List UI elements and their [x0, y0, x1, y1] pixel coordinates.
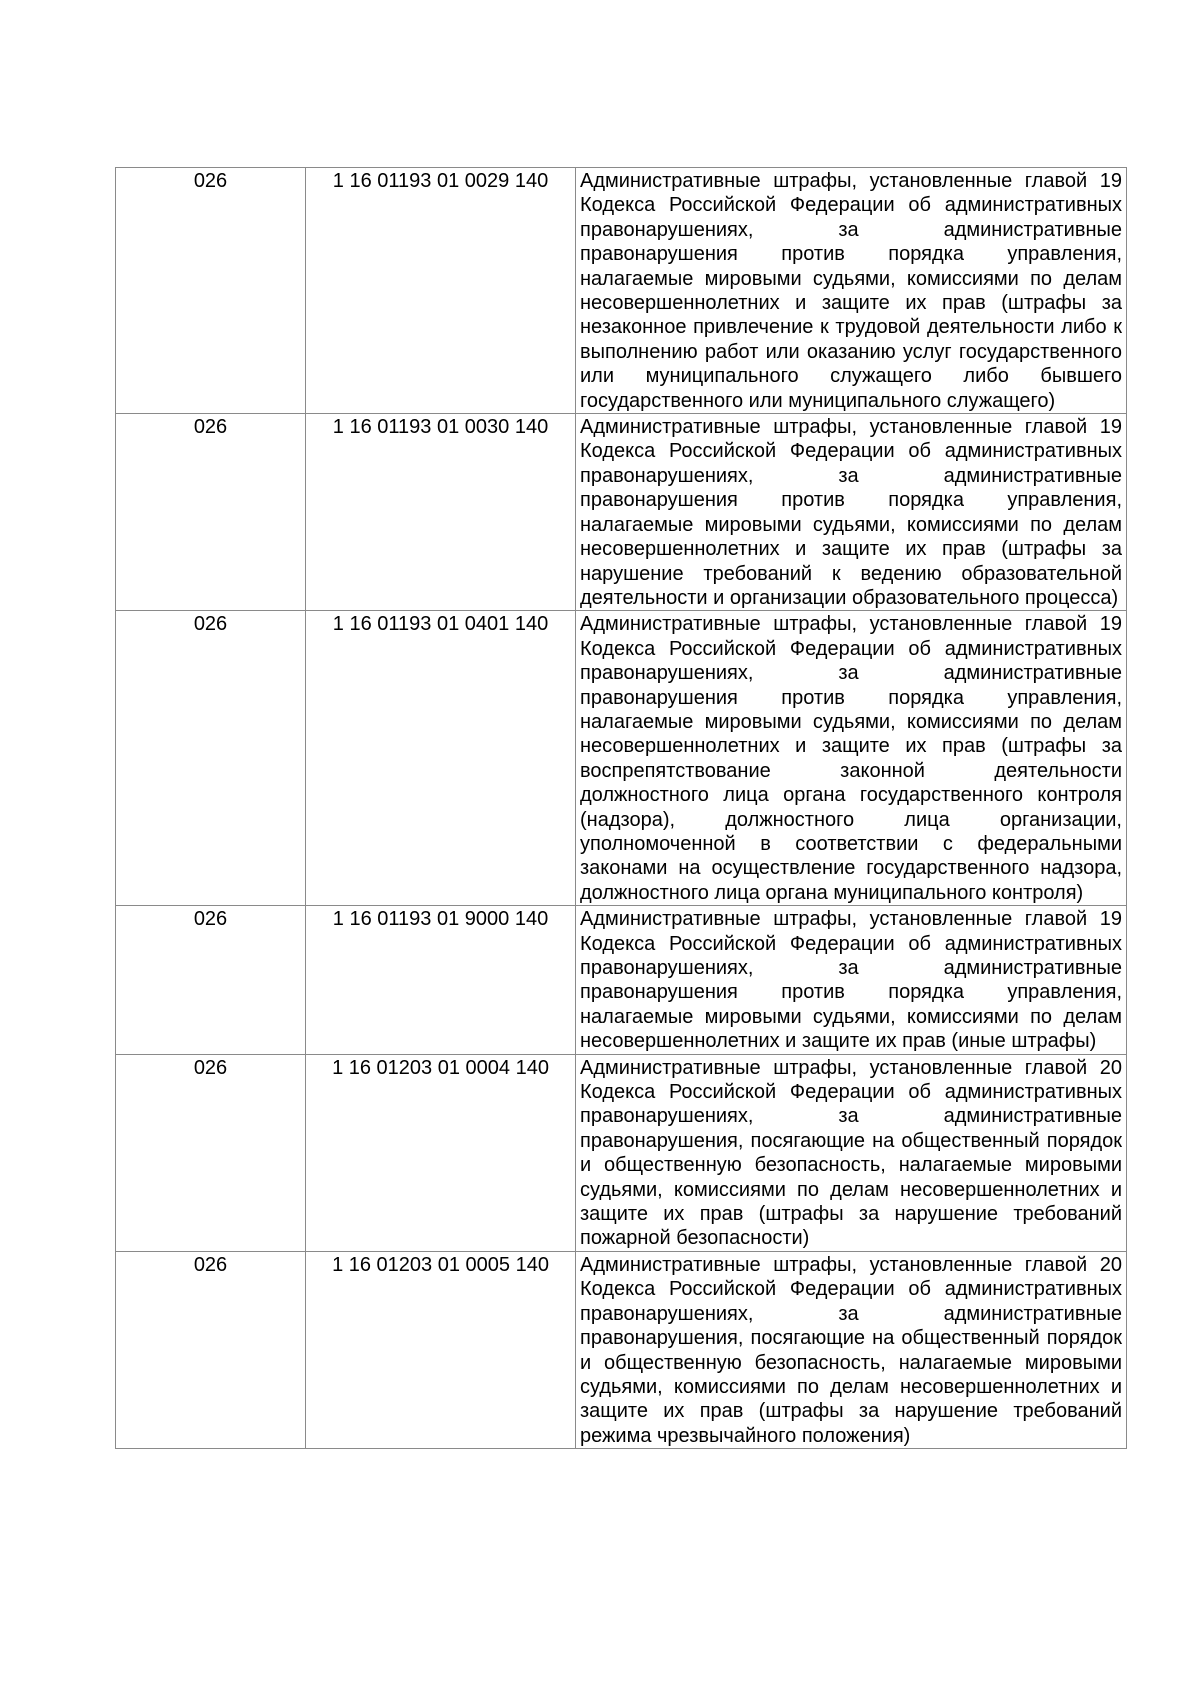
table-row — [116, 168, 1127, 414]
description-cell — [576, 906, 1127, 1054]
admin-code-cell: 026 — [116, 414, 306, 611]
table-row — [116, 1251, 1127, 1448]
budget-codes-table — [115, 167, 1127, 1449]
kbk-cell: 1 16 01193 01 0029 140 — [306, 168, 576, 414]
kbk-cell: 1 16 01193 01 0030 140 — [306, 414, 576, 611]
kbk-cell: 1 16 01203 01 0004 140 — [306, 1054, 576, 1251]
kbk-cell: 1 16 01203 01 0005 140 — [306, 1251, 576, 1448]
table-row — [116, 414, 1127, 611]
description-cell — [576, 611, 1127, 906]
admin-code-cell: 026 — [116, 1251, 306, 1448]
description-text: Административные штрафы, установленные главой 19 Кодекса Российской Федерации об административных правонарушениях, за административные правонарушения против порядка управления, налагаемые мировыми судьями, комиссиями по делам несовершеннолетних и защите их прав (иные штрафы) — [580, 908, 1122, 1053]
table-row — [116, 906, 1127, 1054]
kbk-cell: 1 16 01193 01 0401 140 — [306, 611, 576, 906]
description-text: Административные штрафы, установленные главой 19 Кодекса Российской Федерации об административных правонарушениях, за административные правонарушения против порядка управления, налагаемые мировыми судьями, комиссиями по делам несовершеннолетних и защите их прав (штрафы за воспрепятствование законной деятельности должностного лица органа государственного контроля (надзора), должностного лица организации, уполномоченной в соответствии с федеральными законами на осуществление государственного надзора, должностного лица органа муниципального контроля) — [580, 613, 1122, 904]
description-text: Административные штрафы, установленные главой 19 Кодекса Российской Федерации об административных правонарушениях, за административные правонарушения против порядка управления, налагаемые мировыми судьями, комиссиями по делам несовершеннолетних и защите их прав (штрафы за нарушение требований к ведению образовательной деятельности и организации образовательного процесса) — [580, 416, 1122, 609]
description-cell — [576, 1251, 1127, 1448]
description-text: Административные штрафы, установленные главой 20 Кодекса Российской Федерации об административных правонарушениях, за административные правонарушения, посягающие на общественный порядок и общественную безопасность, налагаемые мировыми судьями, комиссиями по делам несовершеннолетних и защите их прав (штрафы за нарушение требований режима чрезвычайного положения) — [580, 1253, 1122, 1447]
description-cell — [576, 414, 1127, 611]
table-row — [116, 611, 1127, 906]
table-row — [116, 1054, 1127, 1251]
description-cell — [576, 1054, 1127, 1251]
admin-code-cell: 026 — [116, 1054, 306, 1251]
description-text: Административные штрафы, установленные главой 20 Кодекса Российской Федерации об административных правонарушениях, за административные правонарушения, посягающие на общественный порядок и общественную безопасность, налагаемые мировыми судьями, комиссиями по делам несовершеннолетних и защите их прав (штрафы за нарушение требований пожарной безопасности) — [580, 1056, 1122, 1250]
admin-code-cell: 026 — [116, 168, 306, 414]
admin-code-cell: 026 — [116, 611, 306, 906]
kbk-cell: 1 16 01193 01 9000 140 — [306, 906, 576, 1054]
description-cell — [576, 168, 1127, 414]
table-body — [116, 168, 1127, 1449]
description-text: Административные штрафы, установленные главой 19 Кодекса Российской Федерации об административных правонарушениях, за административные правонарушения против порядка управления, налагаемые мировыми судьями, комиссиями по делам несовершеннолетних и защите их прав (штрафы за незаконное привлечение к трудовой деятельности либо к выполнению работ или оказанию услуг государственного или муниципального служащего либо бывшего государственного или муниципального служащего) — [580, 170, 1122, 412]
admin-code-cell: 026 — [116, 906, 306, 1054]
